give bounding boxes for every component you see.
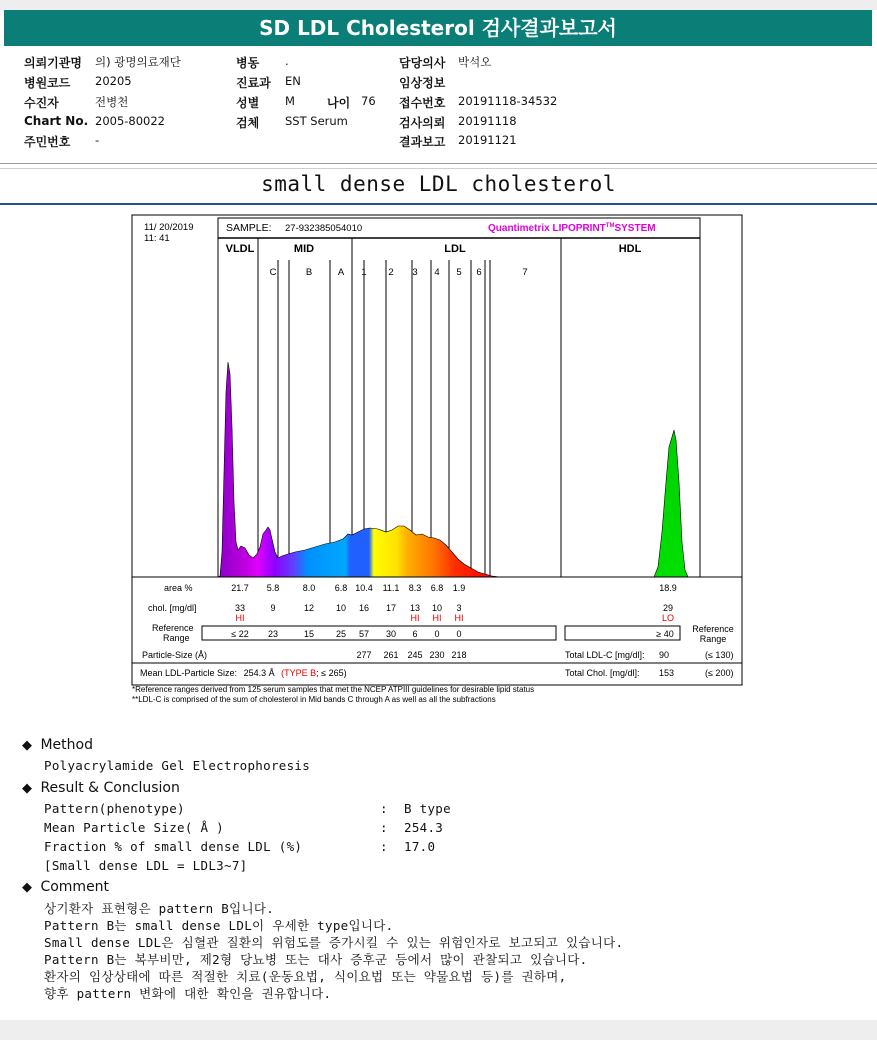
- result-size-value: 254.3: [404, 820, 444, 835]
- chol-flag: HI: [235, 613, 245, 623]
- value-receipt-no: 20191118-34532: [458, 94, 558, 108]
- result-note: [Small dense LDL = LDL3~7]: [44, 858, 248, 873]
- label-age: 나이: [327, 96, 351, 110]
- hdl-flag: LO: [661, 613, 675, 623]
- reference-value: 15: [303, 629, 315, 639]
- value-sex: M: [285, 94, 295, 108]
- result-row-label: Pattern(phenotype): [44, 801, 185, 816]
- mean-ldl-particle-size: Mean LDL-Particle Size: 254.3 Å (TYPE B; ≤ 265): [140, 668, 347, 678]
- particle-size-value: 261: [383, 650, 399, 660]
- result-pattern-value: B type: [404, 801, 451, 816]
- reference-value: 0: [434, 629, 440, 639]
- result-heading: ◆ Result & Conclusion: [22, 780, 180, 796]
- group-label-hdl: HDL: [618, 243, 642, 255]
- area-value: 8.0: [302, 583, 316, 593]
- bottom-bar: [0, 1020, 877, 1040]
- chol-flag: HI: [432, 613, 442, 623]
- hdl-area: 18.9: [659, 583, 677, 593]
- area-value: 21.7: [231, 583, 249, 593]
- result-row-sep: :: [380, 801, 388, 816]
- diamond-bullet-icon: ◆: [22, 880, 32, 895]
- result-row-label: Fraction % of small dense LDL (%): [44, 839, 303, 854]
- band-label-c: C: [269, 267, 277, 278]
- sample-label: SAMPLE:: [226, 222, 272, 234]
- method-heading: ◆ Method: [22, 737, 93, 753]
- particle-size-value: 245: [407, 650, 423, 660]
- result-fraction-value: 17.0: [404, 839, 436, 854]
- ref-right-1: Reference: [692, 624, 734, 634]
- hdl-chol: 29: [662, 603, 674, 613]
- band-label-a: A: [337, 267, 345, 278]
- comment-line: 상기환자 표현형은 pattern B입니다.: [44, 901, 275, 916]
- value-ward: .: [285, 54, 289, 68]
- label-patient-name: 수진자: [24, 96, 59, 110]
- particle-size-value: 218: [451, 650, 467, 660]
- chol-value: 12: [303, 603, 315, 613]
- comment-line: Pattern B는 복부비만, 제2형 당뇨병 또는 대사 증후군 등에서 많이 관찰되고 있습니다.: [44, 952, 588, 967]
- reference-value: 23: [267, 629, 279, 639]
- chol-value: 9: [270, 603, 276, 613]
- value-requesting-institution: 의) 광명의료재단: [95, 55, 181, 69]
- report-time: 11: 41: [144, 233, 170, 244]
- result-row-sep: :: [380, 839, 388, 854]
- band-label-1: 1: [361, 267, 367, 278]
- report-title: SD LDL Cholesterol 검사결과보고서: [4, 10, 872, 46]
- value-test-request: 20191118: [458, 114, 517, 128]
- label-test-request: 검사의뢰: [399, 116, 446, 130]
- row-label-chol: chol. [mg/dl]: [148, 603, 197, 613]
- chol-value: 33: [234, 603, 246, 613]
- hdl-ref: ≥ 40: [656, 629, 674, 639]
- label-sex: 성별: [236, 96, 260, 110]
- label-chart-no: Chart No.: [24, 114, 89, 128]
- total-ldl-label: Total LDL-C [mg/dl]:: [565, 650, 645, 660]
- particle-size-value: 277: [356, 650, 372, 660]
- reference-value: 25: [335, 629, 347, 639]
- value-chart-no: 2005-80022: [95, 114, 165, 128]
- comment-line: Small dense LDL은 심혈관 질환의 위험도를 증가시킬 수 있는 위험인자로 보고되고 있습니다.: [44, 935, 624, 950]
- area-value: 8.3: [408, 583, 422, 593]
- total-chol-value: 153: [659, 668, 675, 678]
- total-ldl-value: 90: [659, 650, 670, 660]
- value-hospital-code: 20205: [95, 74, 132, 88]
- label-receipt-no: 접수번호: [399, 96, 446, 110]
- label-clinical-info: 임상정보: [399, 76, 446, 90]
- label-department: 진료과: [236, 76, 271, 90]
- report-date: 11/ 20/2019: [144, 222, 194, 233]
- row-label-ref1: Reference: [152, 623, 194, 633]
- diamond-bullet-icon: ◆: [22, 738, 32, 753]
- total-chol-ref: (≤ 200): [705, 668, 734, 678]
- lipoprint-report: [130, 212, 744, 708]
- comment-line: 환자의 임상상태에 따른 적절한 치료(운동요법, 식이요법 또는 약물요법 등)를 권하며,: [44, 969, 567, 984]
- area-value: 10.4: [355, 583, 373, 593]
- group-label-ldl: LDL: [444, 243, 466, 255]
- ref-right-2: Range: [699, 634, 727, 644]
- chol-value: 13: [409, 603, 421, 613]
- row-label-particle: Particle-Size (Å): [142, 650, 208, 660]
- comment-line: 향후 pattern 변화에 대한 확인을 권유합니다.: [44, 986, 332, 1001]
- reference-value: 30: [385, 629, 397, 639]
- value-specimen: SST Serum: [285, 114, 348, 128]
- value-attending-physician: 박석오: [458, 55, 492, 69]
- top-strip: [0, 0, 877, 10]
- value-department: EN: [285, 74, 301, 88]
- label-resident-number: 주민번호: [24, 135, 71, 149]
- group-label-vldl: VLDL: [225, 243, 255, 255]
- lipoprint-graphic: [130, 212, 744, 708]
- band-label-2: 2: [388, 267, 394, 278]
- reference-value: 6: [412, 629, 418, 639]
- sample-id: 27-932385054010: [285, 223, 363, 234]
- group-label-mid: MID: [293, 243, 315, 255]
- area-value: 5.8: [266, 583, 280, 593]
- chol-value: 10: [431, 603, 443, 613]
- band-label-4: 4: [434, 267, 440, 278]
- footnote-1: *Reference ranges derived from 125 serum samples that met the NCEP ATPIII guidelines for desirable lipid status: [132, 685, 535, 694]
- brand-name: Quantimetrix LIPOPRINT™SYSTEM: [488, 223, 656, 234]
- band-label-b: B: [305, 267, 313, 278]
- chol-value: 3: [456, 603, 462, 613]
- patient-info: [24, 54, 864, 154]
- band-label-6: 6: [476, 267, 482, 278]
- reference-value: 0: [456, 629, 462, 639]
- label-requesting-institution: 의뢰기관명: [24, 56, 82, 70]
- label-specimen: 검체: [236, 116, 260, 130]
- chol-value: 17: [385, 603, 397, 613]
- comment-heading: ◆ Comment: [22, 879, 110, 895]
- result-row-label: Mean Particle Size( Å ): [44, 820, 224, 835]
- row-label-area: area %: [164, 583, 193, 593]
- label-attending-physician: 담당의사: [399, 56, 446, 70]
- divider: [0, 163, 877, 164]
- value-age: 76: [361, 94, 376, 108]
- area-value: 1.9: [452, 583, 466, 593]
- reference-value: 57: [358, 629, 370, 639]
- method-text: Polyacrylamide Gel Electrophoresis: [44, 758, 311, 773]
- label-ward: 병동: [236, 56, 260, 70]
- total-ldl-ref: (≤ 130): [705, 650, 734, 660]
- result-row-sep: :: [380, 820, 388, 835]
- footnote-2: **LDL-C is comprised of the sum of cholesterol in Mid bands C through A as well as all the subfractions: [132, 695, 496, 704]
- diamond-bullet-icon: ◆: [22, 781, 32, 796]
- label-hospital-code: 병원코드: [24, 76, 71, 90]
- value-resident-number: -: [95, 133, 100, 147]
- comment-line: Pattern B는 small dense LDL이 우세한 type입니다.: [44, 918, 394, 933]
- divider: [0, 168, 877, 169]
- total-chol-label: Total Chol. [mg/dl]:: [565, 668, 640, 678]
- label-result-report: 결과보고: [399, 135, 446, 149]
- band-label-3: 3: [412, 267, 418, 278]
- chol-flag: HI: [410, 613, 420, 623]
- chol-flag: HI: [454, 613, 464, 623]
- band-label-7: 7: [522, 267, 528, 278]
- particle-size-value: 230: [429, 650, 445, 660]
- chol-value: 16: [358, 603, 370, 613]
- divider: [0, 203, 877, 205]
- row-label-ref2: Range: [163, 633, 190, 643]
- band-label-5: 5: [456, 267, 462, 278]
- value-result-report: 20191121: [458, 133, 517, 147]
- area-value: 11.1: [382, 583, 400, 593]
- area-value: 6.8: [334, 583, 348, 593]
- area-value: 6.8: [430, 583, 444, 593]
- chol-value: 10: [335, 603, 347, 613]
- value-patient-name: 전병천: [95, 95, 129, 109]
- section-title: small dense LDL cholesterol: [261, 172, 616, 196]
- reference-value: ≤ 22: [231, 629, 249, 639]
